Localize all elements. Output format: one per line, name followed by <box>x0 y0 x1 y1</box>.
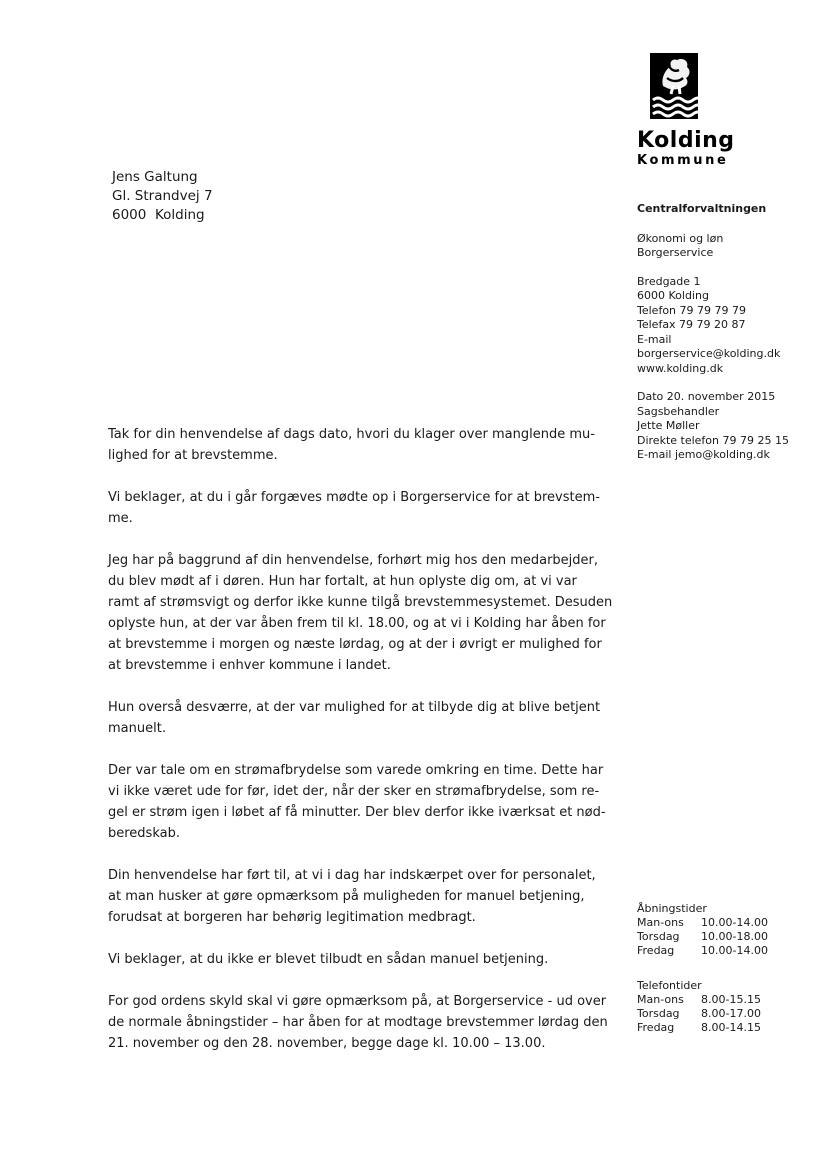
text-line: Jette Møller <box>637 419 700 432</box>
kommune-logo <box>637 52 757 168</box>
hours-row: Man-ons 10.00-14.00 <box>637 916 768 929</box>
text-line: Borgerservice <box>637 246 714 259</box>
text-line: www.kolding.dk <box>637 361 724 375</box>
text-line: E-mail jemo@kolding.dk <box>637 448 770 461</box>
recipient-address <box>112 168 213 225</box>
unit-lines <box>637 232 812 261</box>
opening-hours-title: Åbningstider <box>637 902 707 915</box>
hours-row: Torsdag 10.00-18.00 <box>637 930 768 943</box>
hours-row: Man-ons 8.00-15.15 <box>637 993 761 1006</box>
logo-subtitle: Kommune <box>637 153 729 168</box>
text-line: Telefax 79 79 20 87 <box>637 318 746 331</box>
hours-row: Fredag 8.00-14.15 <box>637 1021 761 1034</box>
text-line: 6000 Kolding <box>112 207 205 223</box>
phone-hours-title: Telefontider <box>637 979 702 992</box>
department-name: Centralforvaltningen <box>637 202 767 215</box>
paragraph: Din henvendelse har ført til, at vi i dag har indskærpet over for personalet, at man husker at gøre opmærksom på muligheden for manuel betjening, forudsat at borgeren har behørig legitimation medbragt. <box>108 868 596 925</box>
paragraph: Hun overså desværre, at der var mulighed for at tilbyde dig at blive betjent manuelt. <box>108 700 601 736</box>
text-line: Direkte telefon 79 79 25 15 <box>637 433 789 447</box>
kolding-coat-of-arms-icon <box>649 52 699 122</box>
paragraph: Tak for din henvendelse af dags dato, hvori du klager over manglende mu- lighed for at brevstemme. <box>108 427 595 463</box>
opening-hours-rows <box>637 916 812 958</box>
opening-hours <box>637 902 812 958</box>
text-line: 6000 Kolding <box>637 289 709 302</box>
paragraph: Vi beklager, at du i går forgæves mødte op i Borgerservice for at brevstem- me. <box>108 490 600 526</box>
text-line: borgerservice@kolding.dk <box>637 347 781 360</box>
text-line: Bredgade 1 <box>637 274 701 288</box>
phone-hours <box>637 979 812 1035</box>
paragraph: Jeg har på baggrund af din henvendelse, forhørt mig hos den medarbejder, du blev mødt af i døren. Hun har fortalt, at hun oplyste dig om, at vi var ramt af strømsvigt og derfor ikke kunne tilgå brevstemmesystemet. Desuden oplyste hun, at der var åben frem til kl. 18.00, og at vi i Kolding har åben for at brevstemme i morgen og næste lørdag, og at der i øvrigt er mulighed for at brevstemme i enhver kommune i landet. <box>108 553 613 673</box>
text-line: Økonomi og løn <box>637 231 724 245</box>
paragraph: Vi beklager, at du ikke er blevet tilbudt en sådan manuel betjening. <box>108 952 549 967</box>
phone-hours-rows <box>637 993 812 1035</box>
text-line: Dato 20. november 2015 <box>637 390 776 403</box>
office-address <box>637 275 812 377</box>
text-line: E-mail <box>637 332 672 346</box>
text-line: Sagsbehandler <box>637 404 720 418</box>
letter-body <box>108 424 668 1075</box>
paragraph: Der var tale om en strømafbrydelse som varede omkring en time. Dette har vi ikke været ude for før, idet der, når der sker en strømafbrydelse, som re- gel er strøm igen i løbet af få minutter. Der blev derfor ikke iværksat et nød- beredskab. <box>108 763 606 841</box>
hours-row: Fredag 10.00-14.00 <box>637 944 768 957</box>
text-line: Gl. Strandvej 7 <box>112 188 213 204</box>
hours-row: Torsdag 8.00-17.00 <box>637 1007 761 1020</box>
text-line: Jens Galtung <box>112 169 198 185</box>
paragraph: For god ordens skyld skal vi gøre opmærksom på, at Borgerservice - ud over de normale åbningstider – har åben for at modtage brevstemmer lørdag den 21. november og den 28. november, begge dage kl. 10.00 – 13.00. <box>108 994 608 1051</box>
logo-title: Kolding <box>637 128 735 153</box>
text-line: Telefon 79 79 79 79 <box>637 303 746 317</box>
